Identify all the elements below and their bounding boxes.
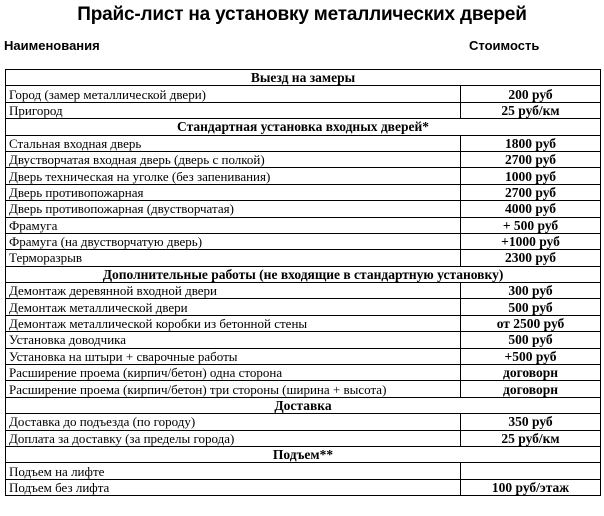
service-price-cell: 1000 руб [461,168,601,184]
page-title: Прайс-лист на установку металлических дверей [77,4,527,25]
service-price-cell: 100 руб/этаж [461,479,601,495]
service-name-cell: Фрамуга [6,217,461,233]
table-row [6,250,601,266]
service-name-cell: Фрамуга (на двустворчатую дверь) [6,233,461,249]
section-title: Дополнительные работы (не входящие в стандартную установку) [6,266,601,282]
table-row [6,365,601,381]
service-name-cell: Терморазрыв [6,250,461,266]
service-price-cell: договорн [461,365,601,381]
service-name-cell: Двустворчатая входная дверь (дверь с полкой) [6,151,461,167]
service-price-cell: 2700 руб [461,151,601,167]
table-row [6,299,601,315]
service-price-cell: 4000 руб [461,201,601,217]
table-row [6,135,601,151]
table-row [6,463,601,479]
table-row [6,201,601,217]
service-name-cell: Дверь техническая на уголке (без запенивания) [6,168,461,184]
section-title: Подъем** [6,446,601,462]
table-row [6,184,601,200]
service-price-cell: 300 руб [461,283,601,299]
service-price-cell: 25 руб/км [461,102,601,118]
service-name-cell: Дверь противопожарная [6,184,461,200]
service-name-cell: Пригород [6,102,461,118]
service-name-cell: Подъем на лифте [6,463,461,479]
service-price-cell: +500 руб [461,348,601,364]
service-name-cell: Демонтаж металлической двери [6,299,461,315]
service-price-cell: 1800 руб [461,135,601,151]
table-row [6,414,601,430]
section-header-row [6,397,601,413]
table-row [6,151,601,167]
price-table [5,69,601,496]
service-name-cell: Город (замер металлической двери) [6,86,461,102]
service-price-cell: 200 руб [461,86,601,102]
table-row [6,283,601,299]
column-header-cost: Стоимость [469,38,540,53]
service-price-cell: договорн [461,381,601,397]
service-price-cell: 2300 руб [461,250,601,266]
service-price-cell: 350 руб [461,414,601,430]
service-price-cell: 25 руб/км [461,430,601,446]
section-title: Доставка [6,397,601,413]
service-price-cell: +1000 руб [461,233,601,249]
service-name-cell: Установка доводчика [6,332,461,348]
service-price-cell: 500 руб [461,332,601,348]
table-row [6,348,601,364]
service-price-cell: 500 руб [461,299,601,315]
section-title: Выезд на замеры [6,70,601,86]
table-row [6,233,601,249]
section-header-row [6,119,601,135]
service-name-cell: Дверь противопожарная (двустворчатая) [6,201,461,217]
service-name-cell: Демонтаж деревянной входной двери [6,283,461,299]
table-row [6,315,601,331]
service-price-cell [461,463,601,479]
service-name-cell: Расширение проема (кирпич/бетон) одна сторона [6,365,461,381]
section-title: Стандартная установка входных дверей* [6,119,601,135]
service-price-cell: от 2500 руб [461,315,601,331]
column-header-name: Наименования [4,38,100,53]
price-table-body [6,70,601,496]
service-name-cell: Доставка до подъезда (по городу) [6,414,461,430]
service-name-cell: Демонтаж металлической коробки из бетонной стены [6,315,461,331]
service-name-cell: Доплата за доставку (за пределы города) [6,430,461,446]
table-row [6,217,601,233]
service-price-cell: 2700 руб [461,184,601,200]
table-row [6,430,601,446]
section-header-row [6,70,601,86]
service-name-cell: Установка на штыри + сварочные работы [6,348,461,364]
table-row [6,102,601,118]
section-header-row [6,446,601,462]
table-row [6,479,601,495]
table-row [6,332,601,348]
section-header-row [6,266,601,282]
service-name-cell: Расширение проема (кирпич/бетон) три стороны (ширина + высота) [6,381,461,397]
table-row [6,381,601,397]
service-name-cell: Стальная входная дверь [6,135,461,151]
table-row [6,168,601,184]
service-name-cell: Подъем без лифта [6,479,461,495]
table-row [6,86,601,102]
service-price-cell: + 500 руб [461,217,601,233]
